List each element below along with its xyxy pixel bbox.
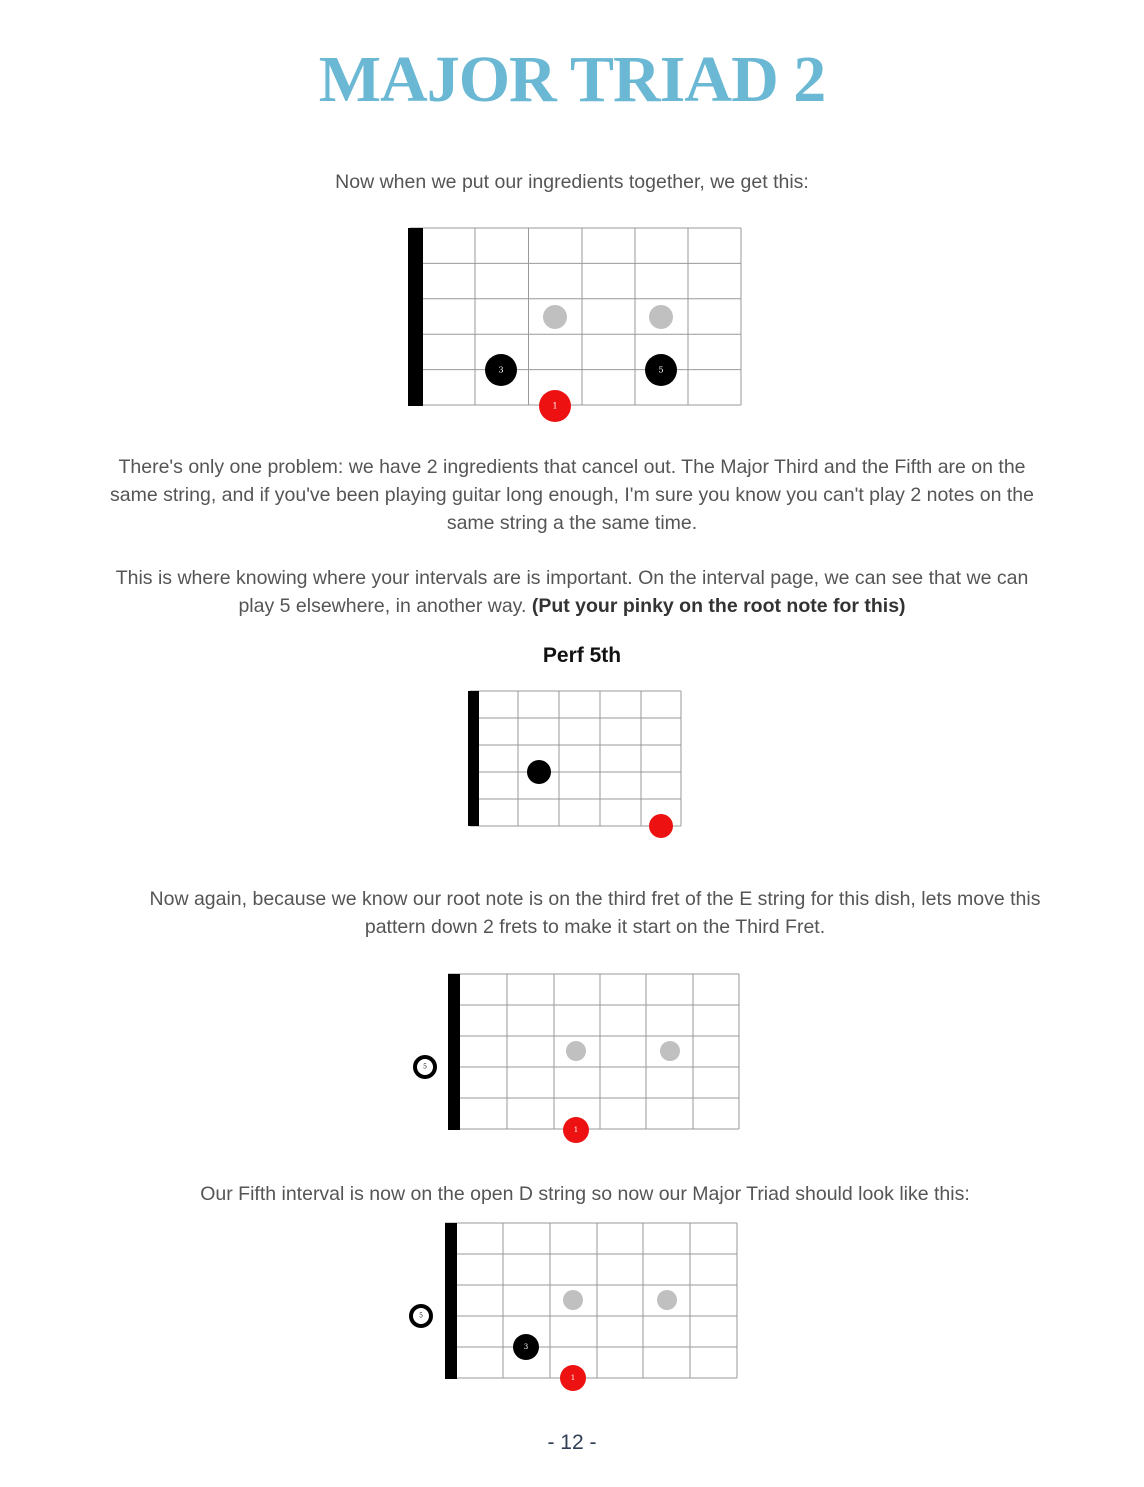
interval-text: This is where knowing where your intervals are is important. On the interval page, we can see that we can play 5 elsewhere, in another way. — [115, 567, 1029, 617]
fret-marker-dot — [660, 1041, 680, 1061]
problem-text: There's only one problem: we have 2 ingredients that cancel out. The Major Third and the Fifth are on the same string, and if you've been playing guitar long enough, I'm sure you know you can't play 2 notes on the same string a the same time. — [110, 456, 1034, 534]
note-label-third: 3 — [498, 365, 504, 375]
note-dot-root — [649, 814, 673, 838]
note-dot-fifth — [527, 760, 551, 784]
intro-text: Now when we put our ingredients together, we get this: — [335, 171, 809, 193]
fifth-text: Our Fifth interval is now on the open D string so now our Major Triad should look like this: — [200, 1183, 970, 1205]
nut — [408, 228, 423, 406]
nut — [448, 974, 460, 1130]
fret-marker-dot — [563, 1290, 583, 1310]
open-string-label: 5 — [423, 1063, 427, 1071]
fret-grid — [445, 1223, 737, 1378]
interval-paragraph — [100, 564, 1044, 620]
page-number: - 12 - — [547, 1431, 597, 1454]
move-text: Now again, because we know our root note is on the third fret of the E string for this dish, lets move this pattern down 2 frets to make it start on the Third Fret. — [149, 888, 1041, 938]
note-label-root: 1 — [552, 401, 558, 411]
nut — [468, 691, 479, 826]
fret-marker-dot — [649, 305, 673, 329]
fret-grid — [448, 974, 739, 1129]
interval-bold-text: (Put your pinky on the root note for this) — [531, 595, 906, 617]
note-label-root: 1 — [573, 1126, 579, 1134]
fretboard-diagram-moved — [400, 965, 750, 1150]
fretboard-diagram-triad — [400, 220, 750, 420]
nut — [445, 1223, 457, 1379]
fret-marker-dot — [566, 1041, 586, 1061]
fret-marker-dot — [543, 305, 567, 329]
fret-marker-dot — [657, 1290, 677, 1310]
fret-grid — [470, 691, 681, 826]
note-label-fifth: 5 — [658, 365, 664, 375]
note-label-root: 1 — [570, 1374, 576, 1382]
note-label-third: 3 — [523, 1343, 529, 1351]
page-title: MAJOR TRIAD 2 — [318, 43, 826, 116]
open-string-label: 5 — [419, 1312, 423, 1320]
fretboard-diagram-perf-5th — [460, 680, 700, 850]
fretboard-diagram-final-triad — [400, 1215, 750, 1400]
perf-5th-caption: Perf 5th — [542, 644, 622, 667]
fret-grid — [410, 228, 741, 405]
